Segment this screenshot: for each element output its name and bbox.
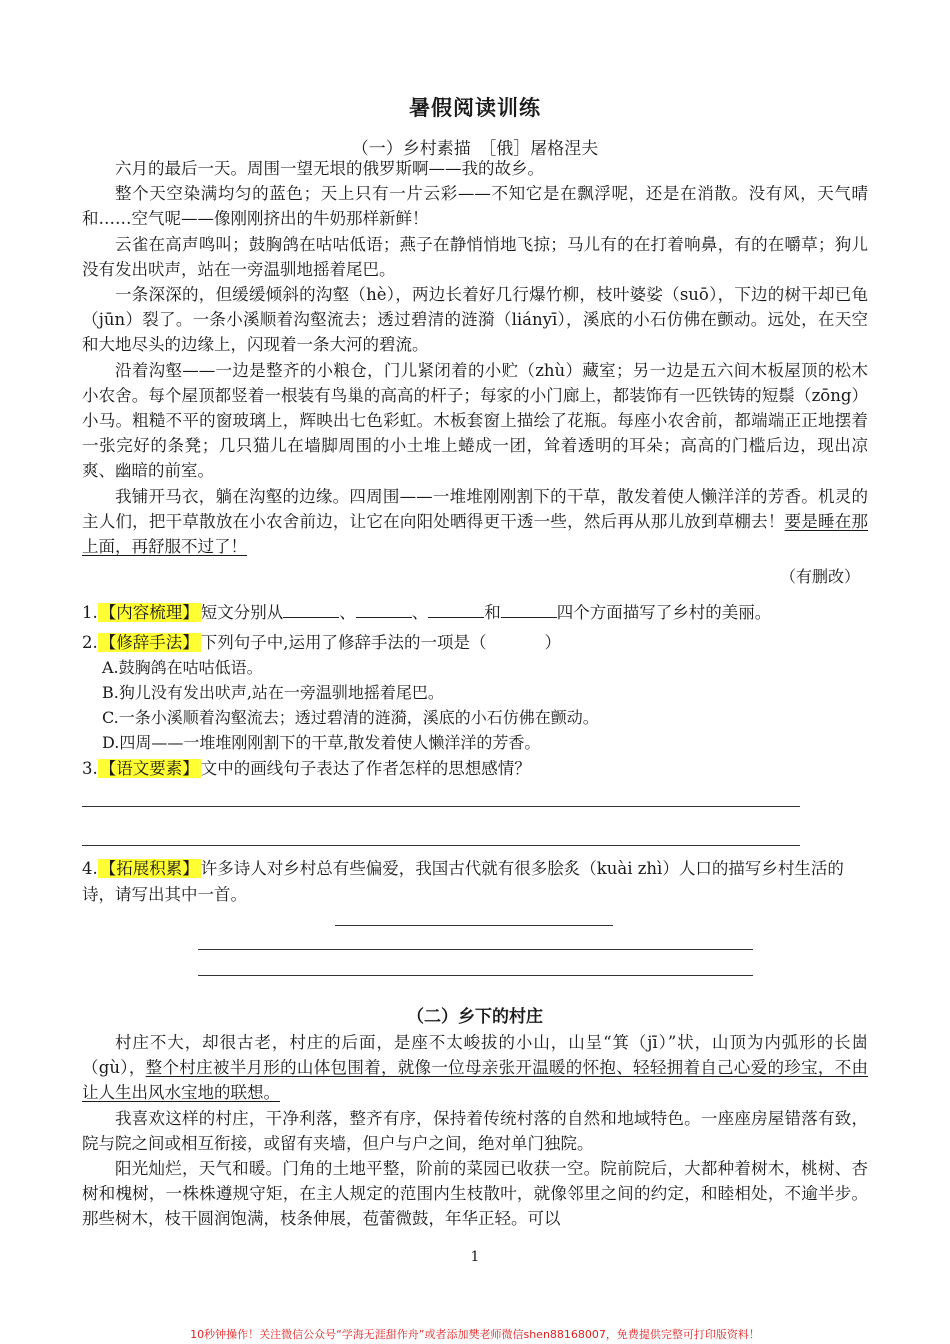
paragraph (82, 1030, 868, 1106)
question-tag: 【拓展积累】 (99, 859, 199, 878)
question-text: 许多诗人对乡村总有些偏爱，我国古代就有很多脍炙（kuài zhì）人口的描写乡村生活的诗，请写出其中一首。 (82, 859, 844, 904)
section2-passage (82, 1030, 868, 1232)
question-1 (82, 600, 868, 626)
answer-line[interactable] (198, 949, 753, 950)
answer-line[interactable] (82, 845, 800, 846)
footer-promo: 10秒钟操作！关注微信公众号“学海无涯甜作舟”或者添加樊老师微信shen88168007，免费提供完整可打印版资料！ (190, 1328, 760, 1341)
question-number: 3. (82, 759, 98, 778)
paragraph: 云雀在高声鸣叫；鼓胸鸽在咕咕低语；燕子在静悄悄地飞掠；马儿有的在打着响鼻，有的在嚼草；狗儿没有发出吠声，站在一旁温驯地摇着尾巴。 (82, 234, 868, 279)
paragraph: 我喜欢这样的村庄，干净利落，整齐有序，保持着传统村落的自然和地域特色。一座座房屋错落有致，院与院之间或相互衔接，或留有夹墙，但户与户之间，绝对单门独院。 (82, 1108, 868, 1153)
answer-blank[interactable] (501, 602, 557, 618)
option-a: A.鼓胸鸽在咕咕低语。 (102, 658, 263, 677)
answer-blank[interactable] (428, 602, 484, 618)
question-number: 2. (82, 633, 98, 652)
answer-line[interactable] (198, 975, 753, 976)
option-c: C.一条小溪顺着沟壑流去；透过碧清的涟漪，溪底的小石仿佛在颤动。 (102, 708, 599, 727)
option-d: D.四周——一堆堆刚刚割下的干草,散发着使人懒洋洋的芳香。 (102, 733, 541, 752)
answer-blank[interactable] (283, 602, 339, 618)
question-number: 1. (82, 603, 98, 622)
answer-blank[interactable] (356, 602, 412, 618)
question-tag: 【修辞手法】 (99, 633, 199, 652)
paragraph-text: 村庄不大，却很古老，村庄的后面，是座不太峻拔的小山，山呈“箕（jī）”状，山顶为内弧形的长崮（gù）， (82, 1033, 868, 1078)
credit-note: （有删改） (779, 567, 860, 586)
paragraph-text: 我铺开马衣，躺在沟壑的边缘。四周围——一堆堆刚刚割下的干草，散发着使人懒洋洋的芳香。机灵的主人们，把干草散放在小农舍前边，让它在向阳处晒得更干透一些，然后再从那儿放到草棚去！ (82, 486, 868, 531)
paragraph: 一条深深的，但缓缓倾斜的沟壑（hè），两边长着好几行爆竹柳，枝叶婆娑（suō），下边的树干却已龟（jūn）裂了。一条小溪顺着沟壑流去；透过碧清的涟漪（liányī），溪底的小石仿佛在颤动。远处，在天空和大地尽头的边缘上，闪现着一条大河的碧流。 (82, 285, 868, 355)
question-4 (82, 856, 868, 908)
question-tag: 【内容梳理】 (99, 603, 199, 622)
question-tag: 【语文要素】 (99, 759, 199, 778)
question-text: 短文分别从 (200, 603, 284, 622)
page-title: 暑假阅读训练 (409, 95, 541, 120)
separator: 、 (339, 603, 356, 622)
question-text: ） (544, 633, 561, 652)
paragraph: 六月的最后一天。周围一望无垠的俄罗斯啊——我的故乡。 (115, 159, 544, 178)
question-text: 四个方面描写了乡村的美丽。 (556, 603, 772, 622)
page-number: 1 (470, 1249, 480, 1265)
paragraph: 阳光灿烂，天气和暖。门角的土地平整，阶前的菜园已收获一空。院前院后，大都种着树木，桃树、杏树和槐树，一株株遵规守矩，在主人规定的范围内生枝散叶，就像邻里之间的约定，和睦相处，不逾半步。那些树木，枝干圆润饱满，枝条伸展，苞蕾微鼓，年华正轻。可以 (82, 1159, 868, 1229)
separator: 、 (411, 603, 429, 622)
paragraph (82, 484, 868, 560)
answer-line[interactable] (82, 806, 800, 807)
question-number: 4. (82, 859, 98, 878)
underlined-sentence: 整个村庄被半月形的山体包围着，就像一位母亲张开温暖的怀抱、轻轻拥着自己心爱的珍宝，不由让人生出风水宝地的联想。 (82, 1058, 868, 1103)
separator: 和 (484, 603, 501, 622)
question-text: 文中的画线句子表达了作者怎样的思想感情？ (200, 759, 531, 778)
answer-line[interactable] (335, 925, 613, 926)
question-2 (82, 630, 868, 656)
question-text: 下列句子中,运用了修辞手法的一项是（ (200, 633, 487, 652)
question-3 (82, 756, 868, 782)
underlined-sentence: 要是睡在那上面，再舒服不过了！ (82, 511, 869, 557)
section2-title: （二）乡下的村庄 (407, 1007, 543, 1027)
paragraph: 沿着沟壑——一边是整齐的小粮仓，门儿紧闭着的小贮（zhù）藏室；另一边是五六间木板屋顶的松木小农舍。每个屋顶都竖着一根装有鸟巢的高高的杆子；每家的小门廊上，都装饰有一匹铁铸的短鬃（zōng）小马。粗糙不平的窗玻璃上，辉映出七色彩虹。木板套窗上描绘了花瓶。每座小农舍前，都端端正正地摆着一张完好的条凳；几只猫儿在墙脚周围的小土堆上蜷成一团，耸着透明的耳朵；高高的门槛后边，现出凉爽、幽暗的前室。 (82, 360, 868, 481)
option-b: B.狗儿没有发出吠声,站在一旁温驯地摇着尾巴。 (102, 683, 444, 702)
section1-passage (82, 156, 868, 559)
paragraph: 整个天空染满均匀的蓝色；天上只有一片云彩——不知它是在飘浮呢，还是在消散。没有风，天气晴和……空气呢——像刚刚挤出的牛奶那样新鲜！ (82, 184, 868, 229)
section1-title: （一）乡村素描 ［俄］屠格涅夫 (351, 139, 599, 159)
